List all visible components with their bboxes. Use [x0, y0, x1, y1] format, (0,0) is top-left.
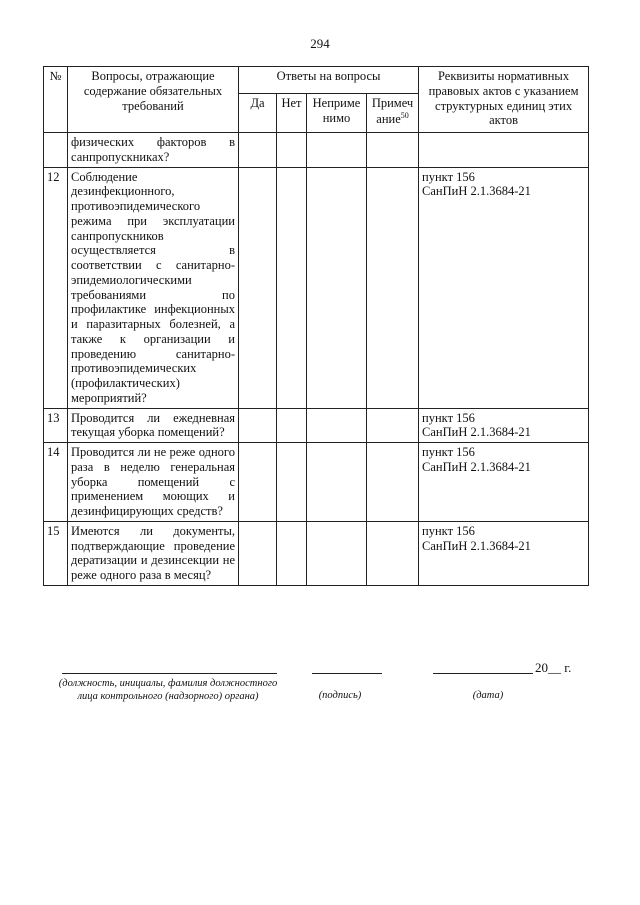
- checklist-table: [43, 66, 589, 586]
- answer-not-applicable-cell[interactable]: [307, 443, 367, 522]
- requisite-act: СанПиН 2.1.3684-21: [422, 538, 531, 553]
- answer-no-cell[interactable]: [277, 521, 307, 585]
- answer-no-cell[interactable]: [277, 133, 307, 168]
- answer-note-cell[interactable]: [367, 443, 419, 522]
- answer-yes-cell[interactable]: [239, 133, 277, 168]
- table-row: [44, 408, 589, 443]
- requisite-clause: пункт 156: [422, 445, 475, 459]
- row-question: Проводится ли не реже одного раза в неделю генеральная уборка помещений с применением моющих и дезинфицирующих средств?: [68, 443, 239, 522]
- requisite-act: СанПиН 2.1.3684-21: [422, 425, 531, 440]
- requisite-act: СанПиН 2.1.3684-21: [422, 459, 531, 474]
- answer-yes-cell[interactable]: [239, 521, 277, 585]
- row-number: [44, 133, 68, 168]
- date-line[interactable]: [433, 673, 533, 674]
- official-caption: [48, 677, 288, 703]
- column-header-yes: Да: [239, 94, 277, 133]
- answer-yes-cell[interactable]: [239, 167, 277, 408]
- column-header-number: №: [44, 67, 68, 133]
- answer-note-cell[interactable]: [367, 133, 419, 168]
- answer-note-cell[interactable]: [367, 167, 419, 408]
- row-question: физических факторов в санпропускниках?: [68, 133, 239, 168]
- official-caption-line-1: (должность, инициалы, фамилия должностного: [58, 678, 278, 689]
- requisite-clause: пункт 156: [422, 169, 475, 184]
- row-requisites: [419, 167, 589, 408]
- row-requisites: [419, 521, 589, 585]
- row-number: 14: [44, 443, 68, 522]
- requisite-clause: пункт 156: [422, 410, 475, 425]
- signature-caption: (подпись): [318, 690, 362, 701]
- row-question: Имеются ли документы, подтверждающие проведение дератизации и дезинсекции не реже одного раза в месяц?: [68, 521, 239, 585]
- answer-yes-cell[interactable]: [239, 443, 277, 522]
- note-label: Примеч ание: [371, 96, 414, 126]
- table-row: [44, 167, 589, 408]
- answer-note-cell[interactable]: [367, 521, 419, 585]
- answer-no-cell[interactable]: [277, 408, 307, 443]
- signature-line[interactable]: [312, 673, 382, 674]
- official-name-line[interactable]: [62, 673, 277, 674]
- row-question: Проводится ли ежедневная текущая уборка помещений?: [68, 408, 239, 443]
- row-number: 13: [44, 408, 68, 443]
- column-header-answers: Ответы на вопросы: [239, 67, 419, 94]
- row-requisites: [419, 443, 589, 522]
- column-header-requisites: Реквизиты нормативных правовых актов с указанием структурных единиц этих актов: [419, 67, 589, 133]
- requisite-clause: пункт 156: [422, 523, 475, 538]
- answer-no-cell[interactable]: [277, 443, 307, 522]
- column-header-questions: Вопросы, отражающие содержание обязательных требований: [68, 67, 239, 133]
- note-footnote-marker: 50: [400, 110, 409, 120]
- table-row: [44, 443, 589, 522]
- requisite-act: СанПиН 2.1.3684-21: [422, 184, 531, 199]
- answer-not-applicable-cell[interactable]: [307, 133, 367, 168]
- row-requisites: [419, 408, 589, 443]
- table-row: [44, 133, 589, 168]
- official-caption-line-2: лица контрольного (надзорного) органа): [77, 691, 259, 703]
- answer-no-cell[interactable]: [277, 167, 307, 408]
- date-caption: (дата): [472, 690, 504, 701]
- row-requisites: [419, 133, 589, 168]
- row-number: 12: [44, 167, 68, 408]
- page-number: 294: [310, 36, 330, 51]
- column-header-note: [367, 94, 419, 133]
- column-header-no: Нет: [277, 94, 307, 133]
- answer-not-applicable-cell[interactable]: [307, 521, 367, 585]
- year-label: 20__ г.: [535, 660, 572, 675]
- header-row: [44, 67, 589, 94]
- table-row: [44, 521, 589, 585]
- answer-not-applicable-cell[interactable]: [307, 408, 367, 443]
- answer-not-applicable-cell[interactable]: [307, 167, 367, 408]
- answer-note-cell[interactable]: [367, 408, 419, 443]
- answer-yes-cell[interactable]: [239, 408, 277, 443]
- row-number: 15: [44, 521, 68, 585]
- row-question: Соблюдение дезинфекционного, противоэпидемического режима при эксплуатации санпропускников осуществляется в соответствии с санитарно-эпидемиологическими требованиями по профилактике инфекционных и паразитарных болезней, а также к организации и проведению санитарно-противоэпидемических (профилактических) мероприятий?: [68, 167, 239, 408]
- column-header-not-applicable: Неприме нимо: [307, 94, 367, 133]
